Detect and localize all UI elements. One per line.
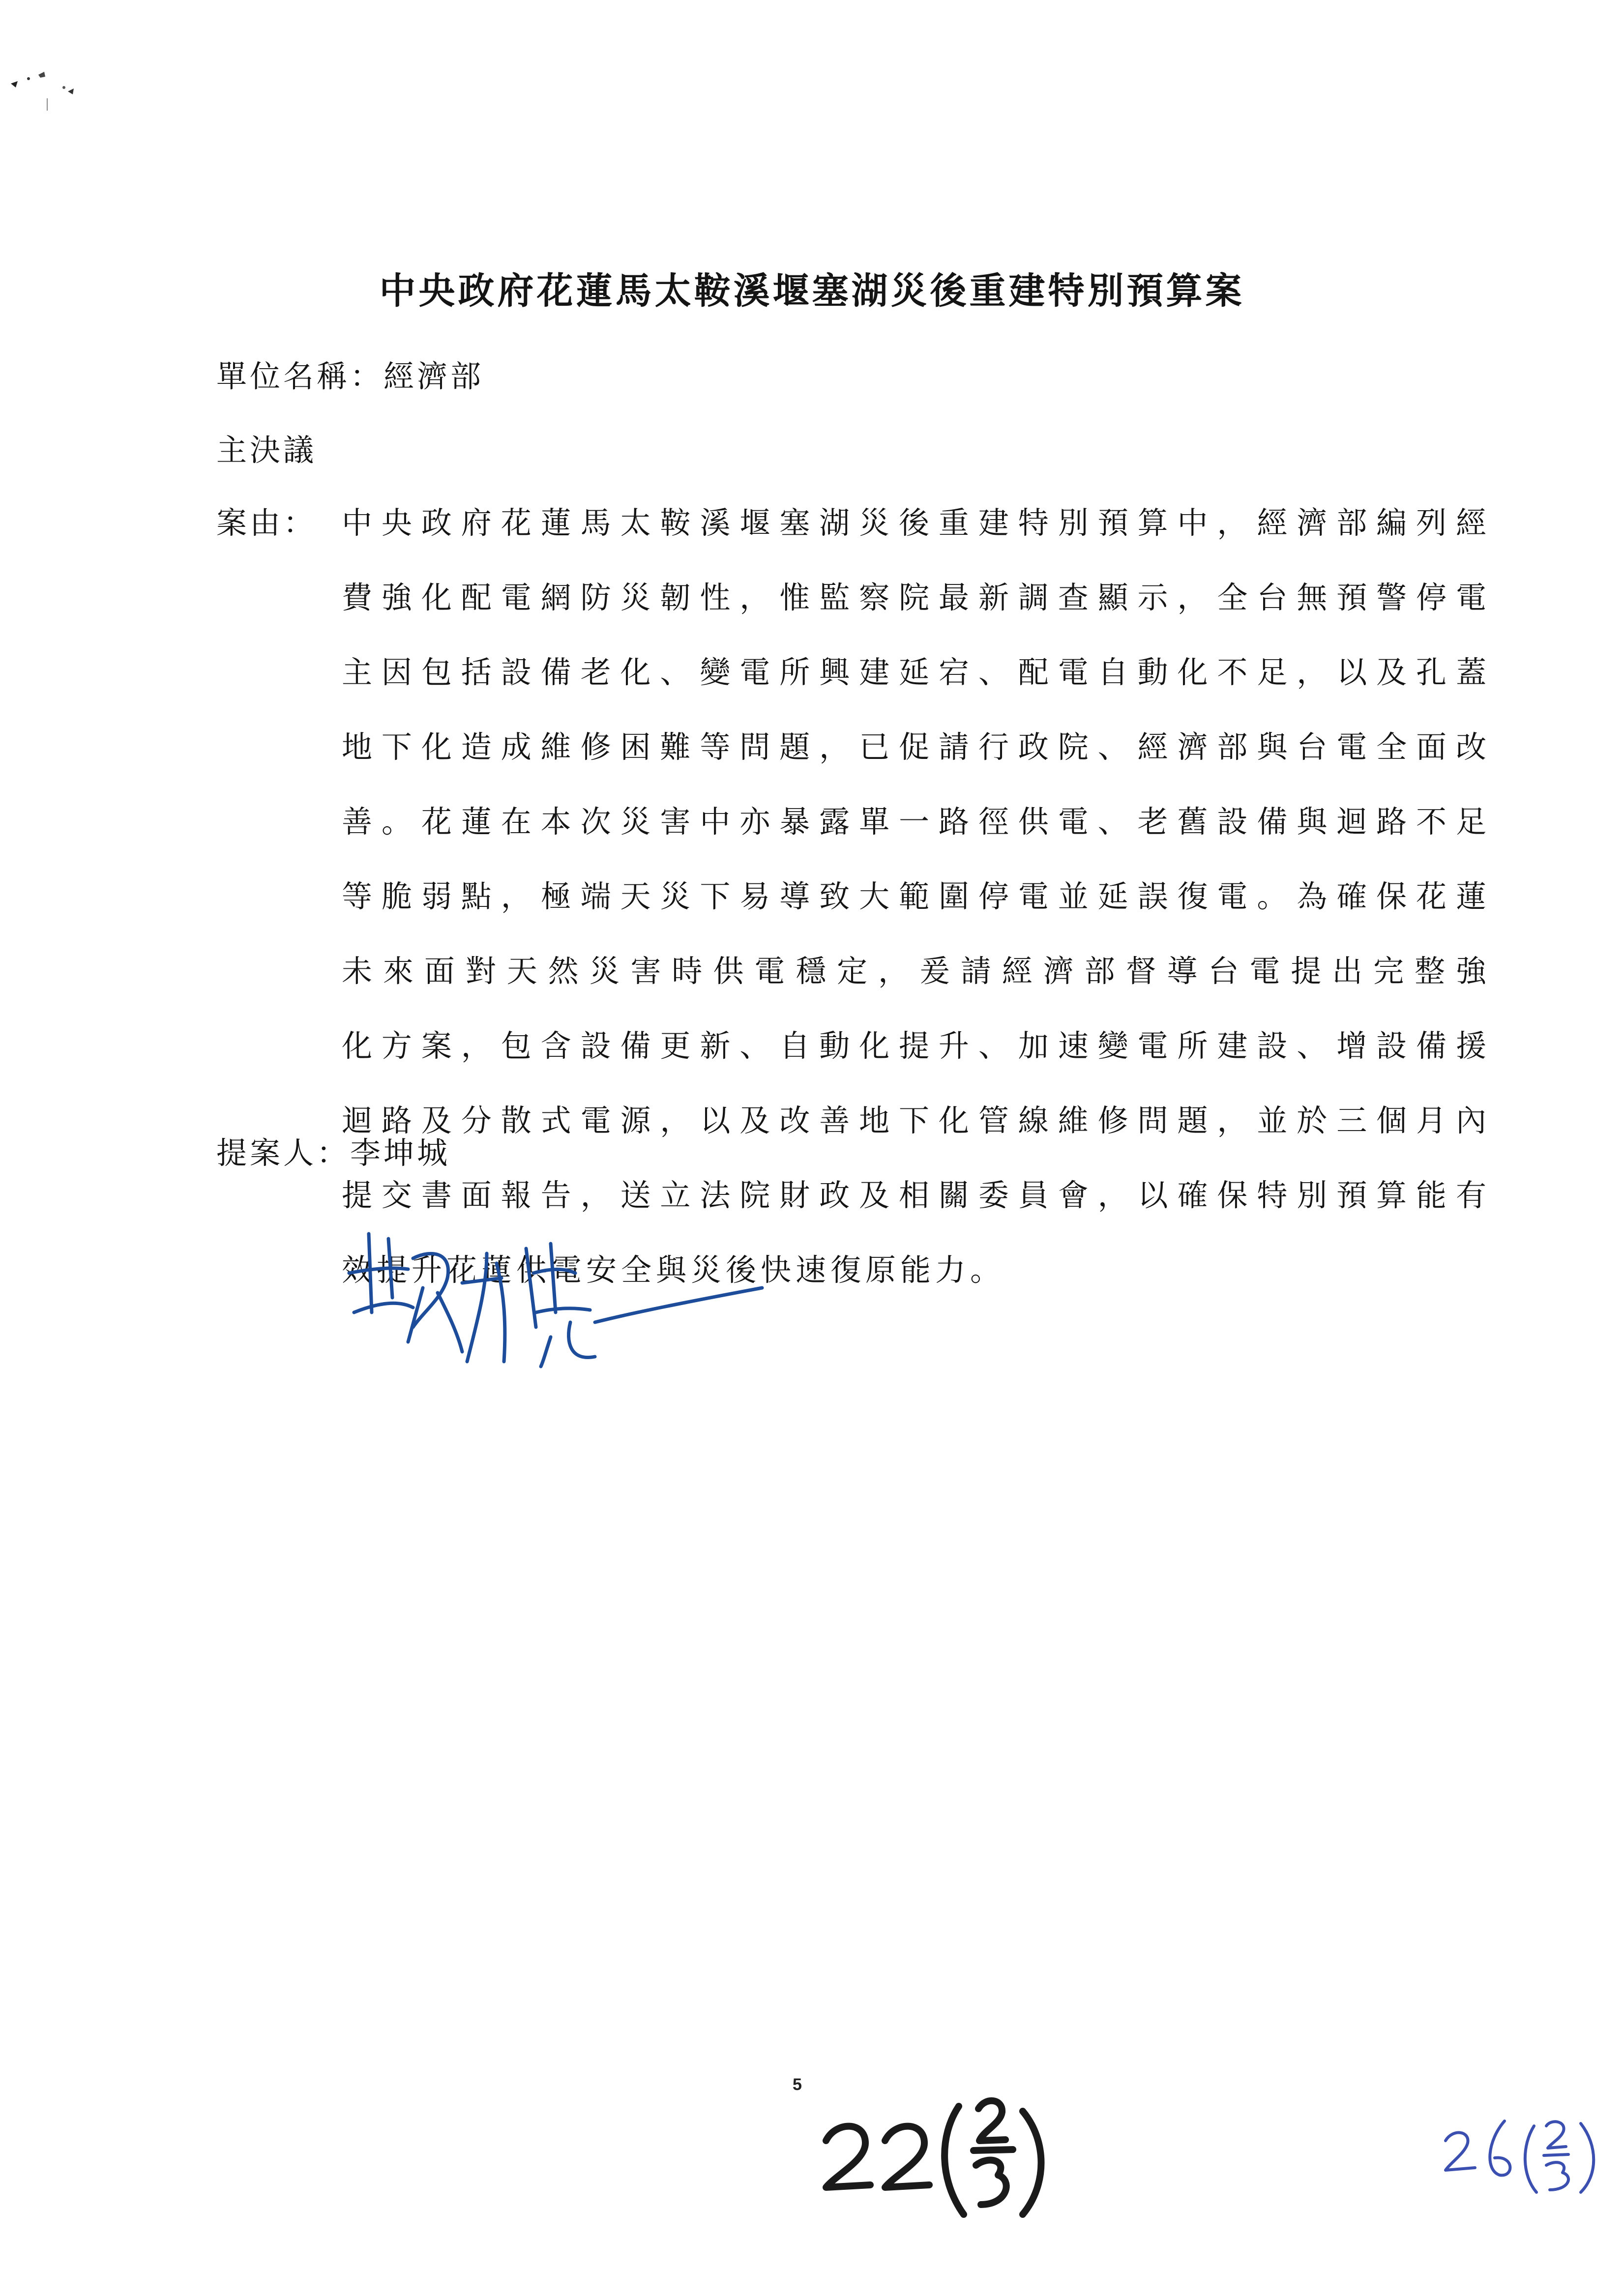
reason-line: 地下化造成維修困難等問題，已促請行政院、經濟部與台電全面改 [342, 729, 1487, 765]
reason-line: 提交書面報告，送立法院財政及相關委員會，以確保特別預算能有 [342, 1177, 1487, 1213]
reason-line: 迴路及分散式電源，以及改善地下化管線維修問題，並於三個月內 [342, 1103, 1487, 1138]
proposer-name: 李坤城 [350, 1135, 451, 1171]
reason-text [342, 505, 1487, 1330]
reason-line: 效提升花蓮供電安全與災後快速復原能力。 [342, 1252, 1005, 1288]
handwritten-mark-corner [1441, 2101, 1603, 2200]
proposer-label: 提案人： [216, 1135, 351, 1171]
resolution-type: 主決議 [216, 432, 317, 468]
reason-line: 等脆弱點，極端天災下易導致大範圍停電並延誤復電。為確保花蓮 [342, 878, 1487, 914]
proposer-line [216, 1135, 451, 1171]
reason-line: 化方案，包含設備更新、自動化提升、加速變電所建設、增設備援 [342, 1028, 1487, 1064]
unit-value: 經濟部 [384, 358, 484, 394]
page-number: 5 [793, 2075, 802, 2094]
handwritten-mark-main [816, 2082, 1092, 2229]
unit-label: 單位名稱： [216, 358, 384, 394]
unit-line [216, 358, 484, 394]
reason-line: 主因包括設備老化、變電所興建延宕、配電自動化不足，以及孔蓋 [342, 654, 1487, 690]
reason-line: 中央政府花蓮馬太鞍溪堰塞湖災後重建特別預算中，經濟部編列經 [342, 505, 1487, 541]
reason-line: 費強化配電網防災韌性，惟監察院最新調查顯示，全台無預警停電 [342, 580, 1487, 615]
reason-label: 案由： [216, 505, 317, 541]
handwritten-signature [339, 1214, 782, 1381]
reason-line: 未來面對天然災害時供電穩定，爰請經濟部督導台電提出完整強 [342, 953, 1487, 989]
reason-line: 善。花蓮在本次災害中亦暴露單一路徑供電、老舊設備與迴路不足 [342, 804, 1487, 840]
document-title: 中央政府花蓮馬太鞍溪堰塞湖災後重建特別預算案 [379, 270, 1245, 312]
scan-specks [0, 29, 98, 128]
